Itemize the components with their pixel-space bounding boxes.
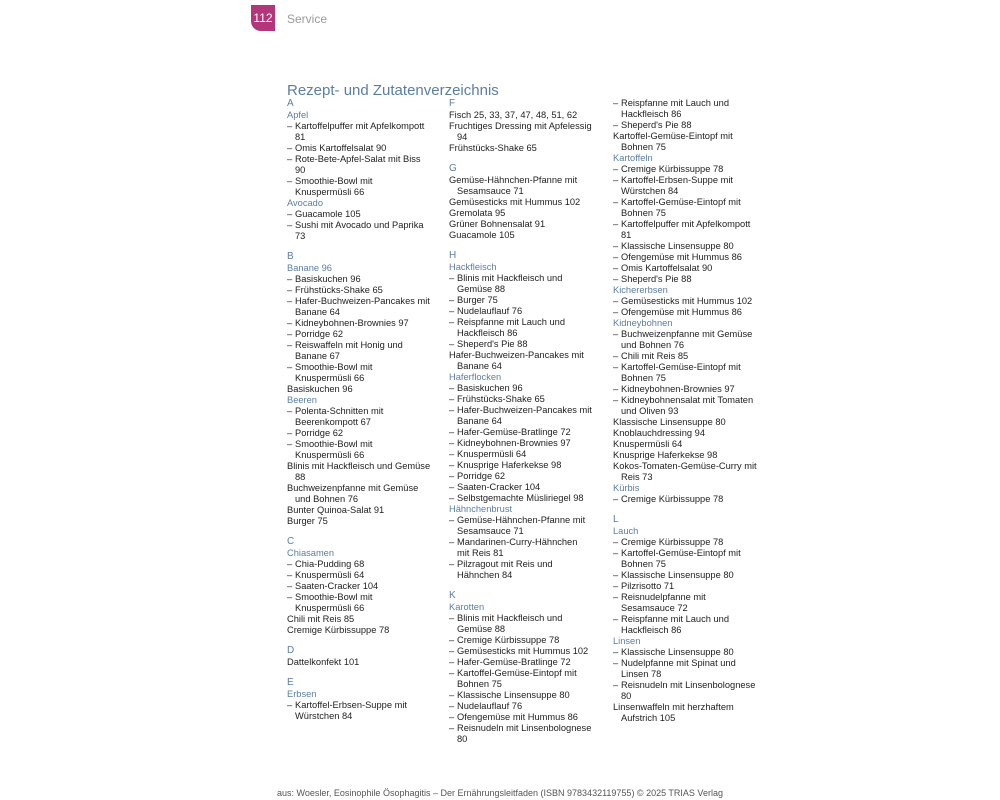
index-subentry: – Knuspermüsli 64 [287, 570, 452, 581]
index-entry: Kokos-Tomaten-Gemüse-Curry mit [613, 461, 757, 471]
index-subentry: – Sushi mit Avocado und Paprika [287, 220, 452, 231]
index-subentry-continuation: 90 [295, 165, 306, 175]
index-subentry: – Kartoffelpuffer mit Apfelkompott [613, 219, 778, 230]
index-subentry: – Omis Kartoffelsalat 90 [613, 263, 778, 274]
index-subentry-continuation: Linsen 78 [621, 669, 662, 679]
index-entry: Buchweizenpfanne mit Gemüse [287, 483, 419, 493]
index-subentry-continuation: 81 [621, 230, 632, 240]
index-entry-continuation: Banane 64 [457, 361, 502, 371]
index-subentry-continuation: Bohnen 75 [621, 373, 666, 383]
index-subentry: – Kidneybohnen-Brownies 97 [613, 384, 778, 395]
index-subentry: – Kidneybohnensalat mit Tomaten [613, 395, 778, 406]
index-subentry: – Reiswaffeln mit Honig und [287, 340, 452, 351]
index-subentry-continuation: Würstchen 84 [621, 186, 679, 196]
index-entry-continuation: Aufstrich 105 [621, 713, 676, 723]
index-entry: Blinis mit Hackfleisch und Gemüse [287, 461, 431, 471]
index-entry-continuation: 94 [457, 132, 468, 142]
index-ingredient-heading: Hähnchenbrust [449, 504, 513, 514]
index-subentry: – Reispfanne mit Lauch und [449, 317, 614, 328]
index-subentry: – Frühstücks-Shake 65 [449, 394, 614, 405]
index-subentry-continuation: Banane 64 [295, 307, 340, 317]
index-subentry: – Kartoffel-Erbsen-Suppe mit [613, 175, 778, 186]
index-subentry: – Nudelauflauf 76 [449, 306, 614, 317]
index-ingredient-heading: Apfel [287, 110, 309, 120]
index-subentry-continuation: Knuspermüsli 66 [295, 450, 365, 460]
index-subentry: – Basiskuchen 96 [287, 274, 452, 285]
index-subentry: – Porridge 62 [287, 428, 452, 439]
index-letter-heading: C [287, 536, 295, 547]
index-subentry: – Frühstücks-Shake 65 [287, 285, 452, 296]
index-subentry: – Gemüse-Hähnchen-Pfanne mit [449, 515, 614, 526]
index-ingredient-heading: Erbsen [287, 689, 317, 699]
index-entry: Knoblauchdressing 94 [613, 428, 706, 438]
index-ingredient-heading: Hackfleisch [449, 262, 497, 272]
index-ingredient-heading: Chiasamen [287, 548, 335, 558]
index-subentry: – Pilzragout mit Reis und [449, 559, 614, 570]
index-subentry: – Hafer-Buchweizen-Pancakes mit [287, 296, 452, 307]
index-entry: Basiskuchen 96 [287, 384, 353, 394]
index-subentry-continuation: mit Reis 81 [457, 548, 504, 558]
index-subentry-continuation: Beerenkompott 67 [295, 417, 371, 427]
index-subentry: – Hafer-Buchweizen-Pancakes mit [449, 405, 614, 416]
index-subentry: – Mandarinen-Curry-Hähnchen [449, 537, 614, 548]
index-entry: Fisch 25, 33, 37, 47, 48, 51, 62 [449, 110, 578, 120]
index-subentry: – Sheperd's Pie 88 [613, 274, 778, 285]
index-subentry: – Omis Kartoffelsalat 90 [287, 143, 452, 154]
index-letter-heading: A [287, 98, 294, 109]
index-subentry: – Cremige Kürbissuppe 78 [449, 635, 614, 646]
index-letter-heading: F [449, 98, 456, 109]
index-subentry-continuation: Gemüse 88 [457, 284, 506, 294]
index-subentry: – Kartoffel-Gemüse-Eintopf mit [613, 548, 778, 559]
index-entry-continuation: und Bohnen 76 [295, 494, 359, 504]
index-entry: Knuspermüsli 64 [613, 439, 683, 449]
index-entry-continuation: Reis 73 [621, 472, 653, 482]
index-subentry: – Kartoffel-Erbsen-Suppe mit [287, 700, 452, 711]
index-entry: Chili mit Reis 85 [287, 614, 355, 624]
index-subentry: – Pilzrisotto 71 [613, 581, 778, 592]
index-subentry: – Smoothie-Bowl mit [287, 439, 452, 450]
index-subentry: – Reispfanne mit Lauch und [613, 614, 778, 625]
index-subentry: – Chia-Pudding 68 [287, 559, 452, 570]
index-entry: Fruchtiges Dressing mit Apfelessig [449, 121, 592, 131]
index-entry: Gremolata 95 [449, 208, 506, 218]
index-subentry-continuation: Hackfleisch 86 [621, 625, 682, 635]
index-letter-heading: H [449, 250, 457, 261]
index-entry: Grüner Bohnensalat 91 [449, 219, 546, 229]
index-subentry: – Klassische Linsensuppe 80 [613, 647, 778, 658]
index-subentry-continuation: Banane 64 [457, 416, 502, 426]
index-subentry: – Klassische Linsensuppe 80 [449, 690, 614, 701]
page-title: Rezept- und Zutatenverzeichnis [287, 82, 499, 100]
index-letter-heading: D [287, 645, 295, 656]
index-subentry: – Ofengemüse mit Hummus 86 [613, 307, 778, 318]
index-subentry: – Reisnudelpfanne mit [613, 592, 778, 603]
index-subentry: – Nudelpfanne mit Spinat und [613, 658, 778, 669]
copyright-footer: aus: Woesler, Eosinophile Ösophagitis – Der Ernährungsleitfaden (ISBN 9783432119755) © 2025 TRIAS Verlag [277, 788, 723, 798]
index-subentry: – Hafer-Gemüse-Bratlinge 72 [449, 427, 614, 438]
index-subentry: – Blinis mit Hackfleisch und [449, 273, 614, 284]
index-subentry: – Smoothie-Bowl mit [287, 362, 452, 373]
index-column-3 [613, 98, 778, 724]
index-entry: Cremige Kürbissuppe 78 [287, 625, 390, 635]
index-subentry: – Knuspermüsli 64 [449, 449, 614, 460]
index-subentry: – Saaten-Cracker 104 [287, 581, 452, 592]
section-header: Service [287, 12, 328, 26]
index-entry-continuation: Sesamsauce 71 [457, 186, 524, 196]
index-subentry-continuation: Sesamsauce 72 [621, 603, 688, 613]
index-subentry: – Cremige Kürbissuppe 78 [613, 537, 778, 548]
index-entry: Knusprige Haferkekse 98 [613, 450, 718, 460]
index-subentry: – Ofengemüse mit Hummus 86 [449, 712, 614, 723]
index-entry: Klassische Linsensuppe 80 [613, 417, 726, 427]
index-subentry: – Polenta-Schnitten mit [287, 406, 452, 417]
index-subentry: – Hafer-Gemüse-Bratlinge 72 [449, 657, 614, 668]
index-ingredient-heading: Beeren [287, 395, 317, 405]
index-letter-heading: L [613, 514, 619, 525]
index-subentry: – Sheperd's Pie 88 [449, 339, 614, 350]
index-subentry: – Nudelauflauf 76 [449, 701, 614, 712]
page-number-badge: 112 [251, 5, 275, 31]
index-letter-heading: B [287, 251, 294, 262]
index-entry: Kartoffel-Gemüse-Eintopf mit [613, 131, 733, 141]
index-entry-continuation: Bohnen 75 [621, 142, 666, 152]
index-subentry: – Kartoffelpuffer mit Apfelkompott [287, 121, 452, 132]
index-letter-heading: E [287, 677, 294, 688]
index-entry: Burger 75 [287, 516, 328, 526]
index-subentry-continuation: Bohnen 75 [457, 679, 502, 689]
index-subentry: – Porridge 62 [287, 329, 452, 340]
index-subentry: – Burger 75 [449, 295, 614, 306]
index-subentry: – Guacamole 105 [287, 209, 452, 220]
index-subentry-continuation: Knuspermüsli 66 [295, 187, 365, 197]
index-subentry: – Rote-Bete-Apfel-Salat mit Biss [287, 154, 452, 165]
index-subentry-continuation: und Bohnen 76 [621, 340, 685, 350]
index-ingredient-heading: Linsen [613, 636, 641, 646]
index-subentry: – Blinis mit Hackfleisch und [449, 613, 614, 624]
index-subentry-continuation: Bohnen 75 [621, 559, 666, 569]
index-entry: Hafer-Buchweizen-Pancakes mit [449, 350, 584, 360]
index-subentry: – Selbstgemachte Müsliriegel 98 [449, 493, 614, 504]
index-subentry: – Smoothie-Bowl mit [287, 592, 452, 603]
index-subentry-continuation: Sesamsauce 71 [457, 526, 524, 536]
index-subentry-continuation: 80 [457, 734, 468, 744]
index-subentry-continuation: Würstchen 84 [295, 711, 353, 721]
index-subentry: – Kartoffel-Gemüse-Eintopf mit [449, 668, 614, 679]
index-subentry-continuation: 81 [295, 132, 306, 142]
index-subentry: – Cremige Kürbissuppe 78 [613, 494, 778, 505]
index-subentry: – Reisnudeln mit Linsenbolognese [613, 680, 778, 691]
index-subentry: – Gemüsesticks mit Hummus 102 [613, 296, 778, 307]
index-subentry-continuation: Bohnen 75 [621, 208, 666, 218]
index-subentry: – Klassische Linsensuppe 80 [613, 570, 778, 581]
index-entry-continuation: 88 [295, 472, 306, 482]
index-subentry-continuation: Hähnchen 84 [457, 570, 513, 580]
index-subentry: – Smoothie-Bowl mit [287, 176, 452, 187]
index-entry: Guacamole 105 [449, 230, 515, 240]
index-subentry-continuation: 80 [621, 691, 632, 701]
index-subentry: – Chili mit Reis 85 [613, 351, 778, 362]
index-entry: Dattelkonfekt 101 [287, 657, 360, 667]
index-subentry-continuation: Banane 67 [295, 351, 340, 361]
index-entry: Gemüsesticks mit Hummus 102 [449, 197, 581, 207]
index-letter-heading: K [449, 590, 456, 601]
index-entry: Bunter Quinoa-Salat 91 [287, 505, 385, 515]
index-subentry-continuation: Knuspermüsli 66 [295, 603, 365, 613]
index-subentry: – Reispfanne mit Lauch und [613, 98, 778, 109]
index-subentry: – Saaten-Cracker 104 [449, 482, 614, 493]
index-subentry: – Kidneybohnen-Brownies 97 [449, 438, 614, 449]
index-subentry: – Gemüsesticks mit Hummus 102 [449, 646, 614, 657]
index-entry: Frühstücks-Shake 65 [449, 143, 537, 153]
index-ingredient-heading: Avocado [287, 198, 324, 208]
index-subentry: – Kartoffel-Gemüse-Eintopf mit [613, 197, 778, 208]
index-column-2 [449, 98, 614, 745]
index-subentry: – Cremige Kürbissuppe 78 [613, 164, 778, 175]
index-subentry-continuation: Gemüse 88 [457, 624, 506, 634]
index-ingredient-heading: Kichererbsen [613, 285, 668, 295]
index-ingredient-heading: Kartoffeln [613, 153, 653, 163]
index-entry: Linsenwaffeln mit herzhaftem [613, 702, 734, 712]
index-entry: Gemüse-Hähnchen-Pfanne mit [449, 175, 578, 185]
index-subentry-continuation: 73 [295, 231, 306, 241]
index-ingredient-heading: Haferflocken [449, 372, 502, 382]
index-ingredient-heading: Banane 96 [287, 263, 332, 273]
index-column-1 [287, 98, 452, 722]
index-subentry: – Porridge 62 [449, 471, 614, 482]
index-letter-heading: G [449, 163, 457, 174]
index-subentry-continuation: Hackfleisch 86 [621, 109, 682, 119]
index-subentry: – Kartoffel-Gemüse-Eintopf mit [613, 362, 778, 373]
index-subentry: – Ofengemüse mit Hummus 86 [613, 252, 778, 263]
index-subentry: – Reisnudeln mit Linsenbolognese [449, 723, 614, 734]
index-subentry: – Sheperd's Pie 88 [613, 120, 778, 131]
index-ingredient-heading: Lauch [613, 526, 639, 536]
index-subentry: – Buchweizenpfanne mit Gemüse [613, 329, 778, 340]
index-subentry: – Klassische Linsensuppe 80 [613, 241, 778, 252]
index-ingredient-heading: Karotten [449, 602, 485, 612]
index-subentry: – Basiskuchen 96 [449, 383, 614, 394]
index-subentry-continuation: Hackfleisch 86 [457, 328, 518, 338]
index-subentry: – Knusprige Haferkekse 98 [449, 460, 614, 471]
index-subentry: – Kidneybohnen-Brownies 97 [287, 318, 452, 329]
index-ingredient-heading: Kürbis [613, 483, 640, 493]
index-ingredient-heading: Kidneybohnen [613, 318, 673, 328]
index-subentry-continuation: und Oliven 93 [621, 406, 679, 416]
index-subentry-continuation: Knuspermüsli 66 [295, 373, 365, 383]
